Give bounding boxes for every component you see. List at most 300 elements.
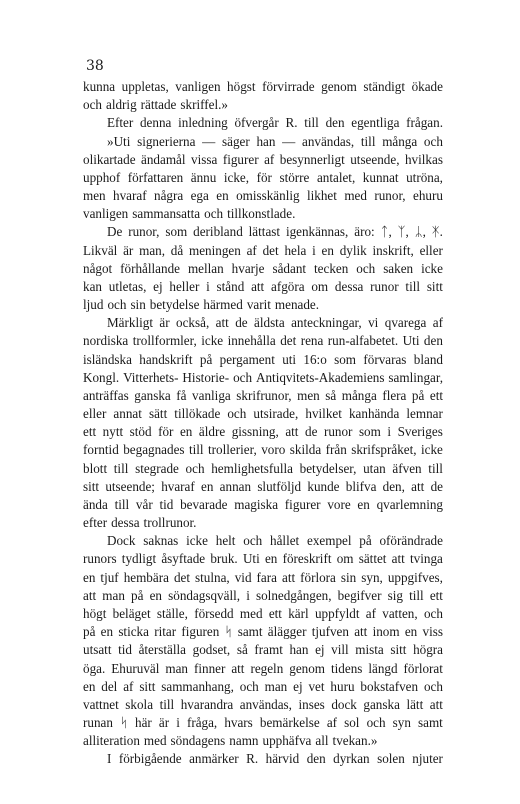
word: Vitterhets-: [123, 369, 179, 385]
word: antalet,: [316, 169, 356, 185]
word: signerierna: [137, 133, 196, 149]
word: till: [114, 496, 130, 512]
text-line: [83, 696, 443, 714]
word: hvarandra: [180, 696, 234, 712]
word: och: [423, 605, 443, 621]
word: tjuf: [100, 569, 119, 585]
word: vanliga: [192, 387, 231, 403]
word: qvarega: [384, 315, 427, 331]
word: användas,: [301, 133, 355, 149]
word: utseende;: [105, 478, 155, 494]
word: åsyftade: [161, 551, 206, 567]
word: oförändrade: [379, 533, 443, 549]
word: med: [239, 605, 263, 621]
word: vatten,: [382, 605, 418, 621]
word: för: [256, 169, 272, 185]
word: Historie-: [182, 369, 230, 385]
text-line: [83, 260, 443, 278]
word: R.: [246, 751, 259, 767]
word: anteckningar,: [291, 315, 362, 331]
text-line: [83, 332, 443, 350]
word: till: [428, 460, 443, 476]
word: härmed: [203, 297, 243, 313]
word: uppfyldt: [314, 605, 360, 621]
word: söndagsqväll,: [168, 587, 241, 603]
word: sin: [340, 569, 357, 585]
word: vi: [368, 315, 379, 331]
word: sig: [387, 587, 403, 603]
word: som: [358, 424, 381, 440]
word: sitt: [83, 478, 100, 494]
word: solen: [377, 751, 405, 767]
word: vanligen: [83, 206, 129, 222]
word: utsirade,: [253, 406, 299, 422]
word: ett: [83, 424, 97, 440]
word: om: [336, 551, 354, 567]
word: en: [83, 678, 96, 694]
word: den: [325, 115, 345, 131]
word: De: [107, 224, 123, 240]
word: Kongl.: [83, 369, 120, 385]
word: vore: [327, 496, 351, 512]
word: trollformler,: [132, 333, 197, 349]
word: sol: [344, 715, 360, 731]
word: Märkligt: [107, 315, 153, 331]
word: mellan: [187, 260, 224, 276]
word: så: [325, 387, 337, 403]
word: ganska: [134, 387, 171, 403]
word: om: [311, 278, 329, 294]
word: äldre: [198, 424, 226, 440]
word: bevarade: [180, 496, 228, 512]
word: handskrift: [139, 351, 193, 367]
word: annat: [113, 406, 142, 422]
word: från: [325, 442, 347, 458]
word: hvaraf: [113, 188, 147, 204]
word: —: [282, 133, 296, 149]
word: runor,: [128, 224, 160, 240]
word: användas,: [239, 696, 292, 712]
word: förlorat: [403, 660, 443, 676]
word: ännu: [190, 169, 217, 185]
word: ganska: [363, 696, 400, 712]
word: eller: [419, 242, 443, 258]
word: frågan.: [406, 115, 443, 131]
word: ehuru: [413, 188, 443, 204]
word: fråga,: [186, 715, 218, 731]
word: ett: [268, 605, 282, 621]
word: föreskrift: [282, 551, 332, 567]
word: en: [83, 569, 96, 585]
word: hembära: [123, 569, 169, 585]
word: att: [411, 478, 425, 494]
word: begagnades: [123, 442, 185, 458]
word: solnedgången,: [255, 587, 332, 603]
word: del: [101, 678, 118, 694]
word: hvarje: [231, 260, 265, 276]
word: och: [239, 678, 259, 694]
word: tidens: [330, 660, 363, 676]
word: tvekan.»: [332, 733, 378, 749]
word: förlora: [300, 569, 336, 585]
word: af: [432, 315, 443, 331]
text-line: [83, 478, 443, 496]
word: en: [179, 424, 193, 440]
word: det: [280, 333, 297, 349]
body-text: [83, 78, 443, 769]
word: olikartade: [83, 151, 136, 167]
word: syn,: [361, 569, 383, 585]
word: det: [173, 569, 191, 585]
text-line: [83, 569, 443, 587]
word: qvarlemning: [376, 496, 443, 512]
word: ej: [153, 278, 163, 294]
word: till: [304, 115, 319, 131]
word: kunnat: [362, 169, 399, 185]
word: Dock: [107, 533, 136, 549]
word: skrifrunor,: [236, 387, 292, 403]
word: också,: [176, 315, 210, 331]
word: icke: [201, 333, 224, 349]
word: att: [251, 278, 265, 294]
word: de: [305, 424, 318, 440]
word: voro: [261, 442, 286, 458]
word: försedd: [194, 605, 234, 621]
word: i: [176, 715, 180, 731]
word: så: [236, 642, 248, 658]
word: trollrunor.: [143, 515, 197, 531]
word: för: [158, 424, 174, 440]
word: tillkonstlade.: [227, 206, 296, 222]
text-line: [83, 496, 443, 514]
word: på: [83, 624, 96, 640]
word: run-alfabetet.: [327, 333, 399, 349]
word: tjufven: [311, 624, 349, 640]
word: ökade: [411, 79, 443, 94]
word: älägger: [267, 624, 307, 640]
word: lättast: [248, 224, 281, 240]
word: uti: [282, 351, 297, 367]
word: sammanhang,: [161, 678, 234, 694]
word: förvaras: [363, 351, 407, 367]
word: ständigt: [363, 79, 406, 94]
word: ställe,: [156, 605, 188, 621]
word: äldsta: [254, 315, 285, 331]
word: han: [256, 133, 276, 149]
word: men: [83, 188, 106, 204]
word: många: [382, 133, 418, 149]
text-line: [83, 605, 443, 623]
word: skrifspråket,: [351, 442, 417, 458]
word: egentliga: [351, 115, 400, 131]
word: uppletas,: [121, 79, 169, 94]
word: den: [306, 751, 326, 767]
word: att: [429, 696, 443, 712]
word: men: [297, 387, 320, 403]
word: sticka: [118, 624, 149, 640]
text-line: [83, 96, 443, 114]
word: man: [264, 678, 288, 694]
word: söndagens: [170, 733, 226, 749]
word: upphäfva: [262, 733, 312, 749]
word: skola: [125, 696, 154, 712]
text-line: [83, 587, 443, 605]
word: mista: [355, 642, 384, 658]
word: finner: [193, 660, 226, 676]
text-line: [83, 405, 443, 423]
word: »Uti: [107, 133, 131, 149]
word: skilda: [289, 442, 322, 458]
word: ej: [315, 642, 325, 658]
word: pergament: [219, 351, 275, 367]
word: meningen: [188, 242, 241, 258]
word: framt: [254, 642, 283, 658]
word: Likväl: [83, 242, 118, 258]
word: som: [334, 351, 357, 367]
word: omisskänlig: [236, 188, 300, 204]
word: den,: [382, 478, 405, 494]
word: och: [243, 533, 263, 549]
word: få: [176, 387, 187, 403]
word: stöd: [129, 424, 152, 440]
word: ett: [429, 387, 443, 403]
word: och: [107, 297, 127, 313]
word: kanhända: [348, 406, 400, 422]
word: upphof: [83, 169, 121, 185]
word: innehålla: [227, 333, 276, 349]
word: ändamål: [141, 151, 186, 167]
word: vill: [331, 642, 349, 658]
word: I: [107, 751, 112, 767]
word: viss: [422, 624, 443, 640]
word: utröna,: [406, 169, 443, 185]
word: nytt: [102, 424, 124, 440]
word: runor: [323, 424, 353, 440]
word: samt: [237, 624, 263, 640]
word: icke: [421, 442, 443, 458]
word: af: [246, 242, 257, 258]
word: vet: [308, 678, 325, 694]
word: heller: [169, 278, 200, 294]
word: figurer: [284, 496, 321, 512]
word: dessa: [334, 278, 364, 294]
text-line: [83, 532, 443, 550]
word: det: [262, 242, 279, 258]
word: betydelse: [149, 297, 200, 313]
word: exempel: [307, 533, 352, 549]
word: något: [83, 260, 113, 276]
word: hållet: [270, 533, 300, 549]
word: är: [123, 242, 134, 258]
word: en: [216, 188, 229, 204]
word: rena: [300, 333, 324, 349]
word: 16:o: [303, 351, 327, 367]
word: dylik: [339, 242, 367, 258]
text-line: [83, 678, 443, 696]
word: R.: [285, 115, 298, 131]
word: all: [315, 733, 329, 749]
word: och: [204, 206, 224, 222]
word: helt: [215, 533, 236, 549]
word: blifva: [345, 478, 377, 494]
word: deribland: [193, 224, 243, 240]
word: och: [423, 678, 443, 694]
word: den: [423, 333, 443, 349]
word: några: [154, 188, 184, 204]
word: högst: [227, 79, 256, 94]
word: ända: [83, 496, 108, 512]
word: att: [281, 569, 296, 585]
word: regeln: [250, 660, 284, 676]
word: samlingar,: [388, 369, 443, 385]
text-line: [83, 223, 443, 241]
word: att: [354, 624, 368, 640]
word: dyrkan: [333, 751, 370, 767]
word: Sveriges: [397, 424, 443, 440]
text-line: [83, 732, 443, 750]
word: beläget: [112, 605, 151, 621]
word: sammansatta: [132, 206, 201, 222]
word: man: [102, 587, 125, 603]
word: och: [185, 460, 205, 476]
word: runan: [83, 715, 113, 731]
word: förbigående: [118, 751, 182, 767]
word: Uti: [242, 551, 260, 567]
word: kan: [83, 278, 102, 294]
word: likhet: [306, 188, 337, 204]
word: sitt: [426, 278, 443, 294]
text-line: [83, 351, 443, 369]
word: fara: [256, 569, 277, 585]
word: längd: [368, 660, 398, 676]
word: till: [409, 587, 424, 603]
word: och: [423, 133, 443, 149]
word: inses: [298, 696, 325, 712]
word: ᛉ,: [397, 224, 409, 240]
word: lätt: [406, 696, 424, 712]
text-line: [83, 278, 443, 296]
word: genom: [321, 79, 357, 94]
word: och: [227, 406, 247, 422]
word: i: [206, 278, 210, 294]
word: tid: [159, 496, 174, 512]
word: af: [365, 605, 376, 621]
word: ej: [293, 678, 303, 694]
word: de: [235, 315, 248, 331]
word: denna: [139, 115, 172, 131]
word: till: [360, 133, 376, 149]
word: vattnet: [83, 696, 119, 712]
word: vanligen: [175, 79, 221, 94]
word: magiska: [234, 496, 279, 512]
word: anträffas: [83, 387, 129, 403]
word: är: [159, 315, 170, 331]
word: tvinga: [410, 551, 443, 567]
word: och: [233, 369, 253, 385]
word: och: [366, 715, 386, 731]
word: kärl: [288, 605, 309, 621]
word: många: [341, 387, 377, 403]
word: aldrig: [105, 97, 137, 113]
word: genom: [289, 660, 326, 676]
word: Uti: [402, 333, 420, 349]
word: ljud: [83, 297, 104, 313]
text-line: [83, 187, 443, 205]
word: en: [149, 587, 162, 603]
word: slutföljd: [257, 478, 302, 494]
word: icke,: [223, 169, 250, 185]
word: ega: [190, 188, 209, 204]
word: är: [158, 715, 170, 731]
text-line: [83, 550, 443, 568]
word: efter: [83, 515, 108, 531]
word: Antiqvitets-Akademiens: [256, 369, 385, 385]
word: syn: [392, 715, 411, 731]
word: en: [357, 496, 370, 512]
word: ᛦ,: [414, 224, 426, 240]
word: kunde: [307, 478, 340, 494]
word: att: [83, 587, 97, 603]
word: kunna: [83, 79, 116, 94]
word: författaren: [127, 169, 184, 185]
word: högra: [413, 642, 443, 658]
word: nordiska: [83, 333, 129, 349]
word: inskrift,: [372, 242, 414, 258]
word: förhållande: [120, 260, 180, 276]
word: hvars: [224, 715, 253, 731]
text-line: [83, 78, 443, 96]
word: eller: [83, 406, 107, 422]
word: utletas,: [108, 278, 147, 294]
word: begifver: [337, 587, 382, 603]
word: som: [165, 224, 188, 240]
word: tillökade: [174, 406, 221, 422]
word: saknas: [143, 533, 179, 549]
word: vår: [135, 496, 153, 512]
word: här: [135, 715, 152, 731]
word: stulna,: [195, 569, 230, 585]
word: i: [387, 424, 392, 440]
word: återställa: [138, 642, 187, 658]
word: betydelser,: [299, 460, 357, 476]
word: i: [246, 587, 250, 603]
word: härvid: [265, 751, 300, 767]
word: med: [344, 188, 367, 204]
word: högt: [83, 605, 107, 621]
text-line: [83, 369, 443, 387]
word: varit: [246, 297, 271, 313]
text-line: [83, 460, 443, 478]
word: sätt: [148, 406, 168, 422]
text-line: [83, 423, 443, 441]
word: vissa: [191, 151, 218, 167]
text-line: [83, 205, 443, 223]
word: tid: [118, 642, 132, 658]
word: att: [215, 315, 229, 331]
word: på: [199, 351, 213, 367]
word: trollerier,: [208, 442, 257, 458]
word: sådant: [272, 260, 307, 276]
word: en: [100, 624, 114, 640]
word: och: [356, 260, 376, 276]
word: inledning: [178, 115, 228, 131]
word: ett: [429, 587, 443, 603]
word: stånd: [216, 278, 245, 294]
word: tydligt: [121, 551, 157, 567]
text-line: [83, 242, 443, 260]
word: bemärkelse: [259, 715, 320, 731]
word: hvaraf: [161, 478, 195, 494]
